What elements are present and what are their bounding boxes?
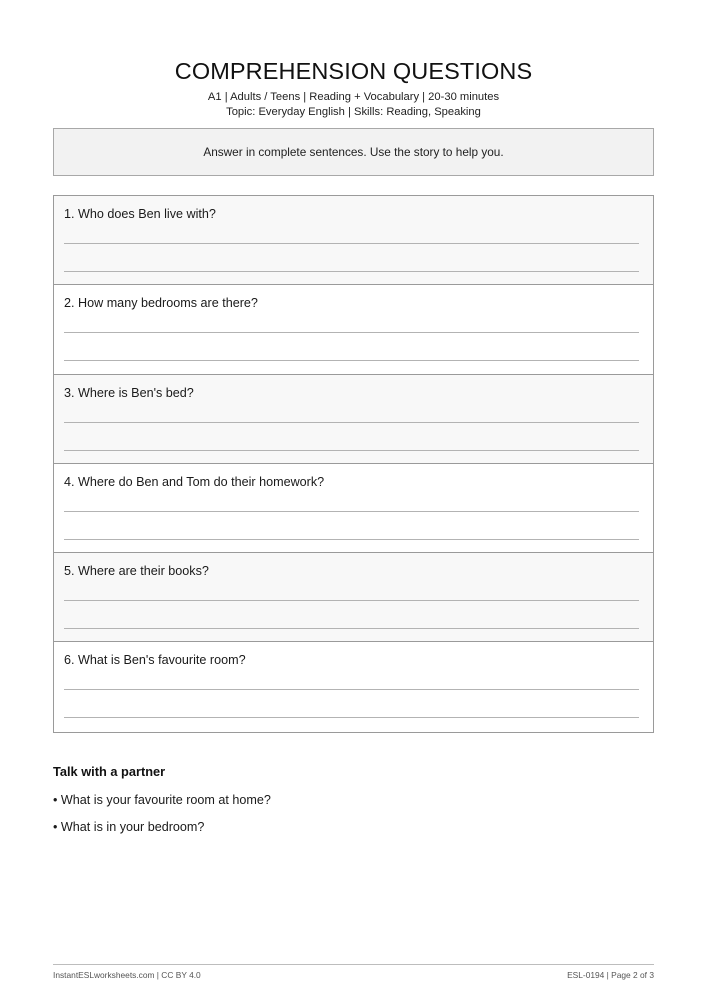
instructions-box — [53, 128, 654, 176]
answer-line[interactable] — [64, 511, 639, 512]
footer-divider — [53, 964, 654, 965]
answer-line[interactable] — [64, 332, 639, 333]
answer-line[interactable] — [64, 600, 639, 601]
topic-info: Topic: Everyday English | Skills: Reading, Speaking — [226, 106, 481, 118]
question-row — [54, 375, 653, 464]
partner-question: • What is in your bedroom? — [53, 820, 205, 834]
answer-line[interactable] — [64, 422, 639, 423]
answer-line[interactable] — [64, 360, 639, 361]
question-row — [54, 464, 653, 553]
question-row — [54, 285, 653, 374]
answer-line[interactable] — [64, 539, 639, 540]
answer-line[interactable] — [64, 450, 639, 451]
level-info: A1 | Adults / Teens | Reading + Vocabulary | 20-30 minutes — [207, 91, 500, 103]
question-row — [54, 553, 653, 642]
answer-line[interactable] — [64, 717, 639, 718]
partner-heading: Talk with a partner — [53, 764, 166, 779]
answer-line[interactable] — [64, 271, 639, 272]
question-text: 6. What is Ben's favourite room? — [64, 653, 246, 668]
answer-line[interactable] — [64, 243, 639, 244]
question-text: 1. Who does Ben live with? — [64, 207, 216, 221]
question-text: 4. Where do Ben and Tom do their homework? — [64, 474, 325, 489]
question-text: 5. Where are their books? — [64, 564, 209, 579]
page-title: COMPREHENSION QUESTIONS — [174, 58, 533, 84]
answer-line[interactable] — [64, 689, 639, 690]
footer-page-number: ESL-0194 | Page 2 of 3 — [567, 970, 654, 980]
question-text: 3. Where is Ben's bed? — [64, 385, 194, 400]
partner-question: • What is your favourite room at home? — [53, 793, 271, 807]
instructions-text: Answer in complete sentences. Use the story to help you. — [203, 145, 504, 159]
question-text: 2. How many bedrooms are there? — [64, 296, 258, 311]
questions-table — [53, 195, 654, 733]
answer-line[interactable] — [64, 628, 639, 629]
question-row — [54, 196, 653, 285]
question-row — [54, 642, 653, 731]
footer-source: InstantESLworksheets.com | CC BY 4.0 — [53, 970, 201, 980]
